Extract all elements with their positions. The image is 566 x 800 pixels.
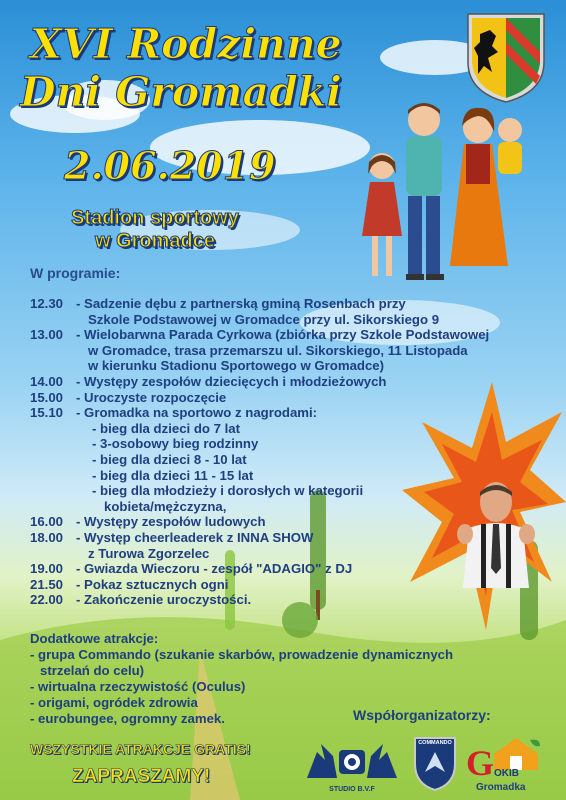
program-time: 18.00 — [30, 529, 64, 545]
invite-text: ZAPRASZAMY! — [72, 766, 211, 787]
program-item — [30, 296, 550, 312]
program-text: - Gromadka na sportowo z nagrodami: — [76, 405, 318, 421]
program-text: - Uroczyste rozpoczęcie — [76, 389, 227, 405]
title-line-2: Dni Gromadki — [20, 68, 342, 116]
program-text: w Gromadce, trasa przemarszu ul. Sikorskiego, 11 Listopada — [88, 342, 468, 358]
commando-logo-label: COMMANDO — [418, 740, 452, 746]
gokib-town: Gromadka — [476, 782, 526, 793]
program-item — [30, 358, 550, 374]
program-text: - Zakończenie uroczystości. — [76, 592, 252, 608]
event-date: 2.06.2019 — [64, 143, 276, 188]
extras-item: - eurobungee, ogromny zamek. — [30, 711, 225, 726]
extras-item: strzelań do celu) — [40, 663, 145, 678]
program-item — [30, 343, 550, 359]
title-line-1: XVI Rodzinne — [30, 20, 342, 68]
program-time: 16.00 — [30, 514, 64, 530]
studio-lion-icon — [303, 738, 401, 782]
extras-item: - wirtualna rzeczywistość (Oculus) — [30, 679, 246, 694]
program-text: - Sadzenie dębu z partnerską gminą Rosenbach przy — [76, 296, 406, 311]
presenter-photo — [455, 478, 537, 588]
commando-logo — [411, 734, 459, 792]
gokib-name: OKIB — [494, 768, 519, 779]
program-text: - Gwiazda Wieczoru - zespół "ADAGIO" z DJ — [76, 561, 353, 577]
program-text: - bieg dla dzieci 11 - 15 lat — [92, 467, 254, 483]
coorganizers-heading: Współorganizatorzy: — [353, 707, 491, 723]
program-text: - bieg dla dzieci do 7 lat — [92, 420, 241, 436]
coat-of-arms-icon — [466, 12, 546, 104]
program-heading: W programie: — [30, 265, 121, 281]
program-time: 22.00 — [30, 592, 64, 608]
extras-item: - origami, ogródek zdrowia — [30, 695, 198, 710]
free-attractions-text: WSZYSTKIE ATRAKCJE GRATIS! — [30, 741, 251, 757]
venue-line-1: Stadion sportowy — [71, 207, 239, 229]
program-time: 12.30 — [30, 296, 64, 311]
program-text: - 3-osobowy bieg rodzinny — [92, 436, 259, 452]
venue — [40, 207, 270, 253]
program-item — [30, 327, 550, 343]
program-time: 19.00 — [30, 561, 64, 577]
program-text: - Występ cheerleaderek z INNA SHOW — [76, 529, 314, 545]
extras-item: - grupa Commando (szukanie skarbów, prowadzenie dynamicznych — [30, 647, 454, 662]
program-text: kobieta/mężczyzna, — [104, 498, 227, 514]
program-time: 13.00 — [30, 327, 64, 343]
venue-line-2: w Gromadce — [94, 230, 216, 252]
family-illustration — [352, 96, 542, 286]
program-time: 15.00 — [30, 389, 64, 405]
studio-logo — [303, 738, 401, 794]
gokib-letter: G — [466, 743, 495, 783]
program-text: w kierunku Stadionu Sportowego w Gromadce) — [88, 358, 385, 374]
program-text: - Występy zespołów dziecięcych i młodzieżowych — [76, 373, 387, 389]
program-text: z Turowa Zgorzelec — [88, 545, 210, 561]
program-text: Szkole Podstawowej w Gromadce przy ul. Sikorskiego 9 — [88, 311, 440, 327]
studio-logo-label: STUDIO B.V.F — [329, 786, 375, 793]
gokib-logo — [466, 732, 546, 796]
program-text: - Pokaz sztucznych ogni — [76, 576, 229, 592]
program-text: - bieg dla dzieci 8 - 10 lat — [92, 451, 247, 467]
house-icon — [490, 736, 542, 772]
program-time: 21.50 — [30, 576, 64, 592]
program-item — [30, 312, 550, 328]
program-text: - bieg dla młodzieży i dorosłych w kategorii — [92, 483, 364, 499]
program-text: - Występy zespołów ludowych — [76, 514, 266, 530]
program-time: 14.00 — [30, 373, 64, 389]
extras-heading: Dodatkowe atrakcje: — [30, 631, 159, 646]
program-time: 15.10 — [30, 405, 64, 421]
program-text: - Wielobarwna Parada Cyrkowa (zbiórka przy Szkole Podstawowej — [76, 327, 490, 343]
